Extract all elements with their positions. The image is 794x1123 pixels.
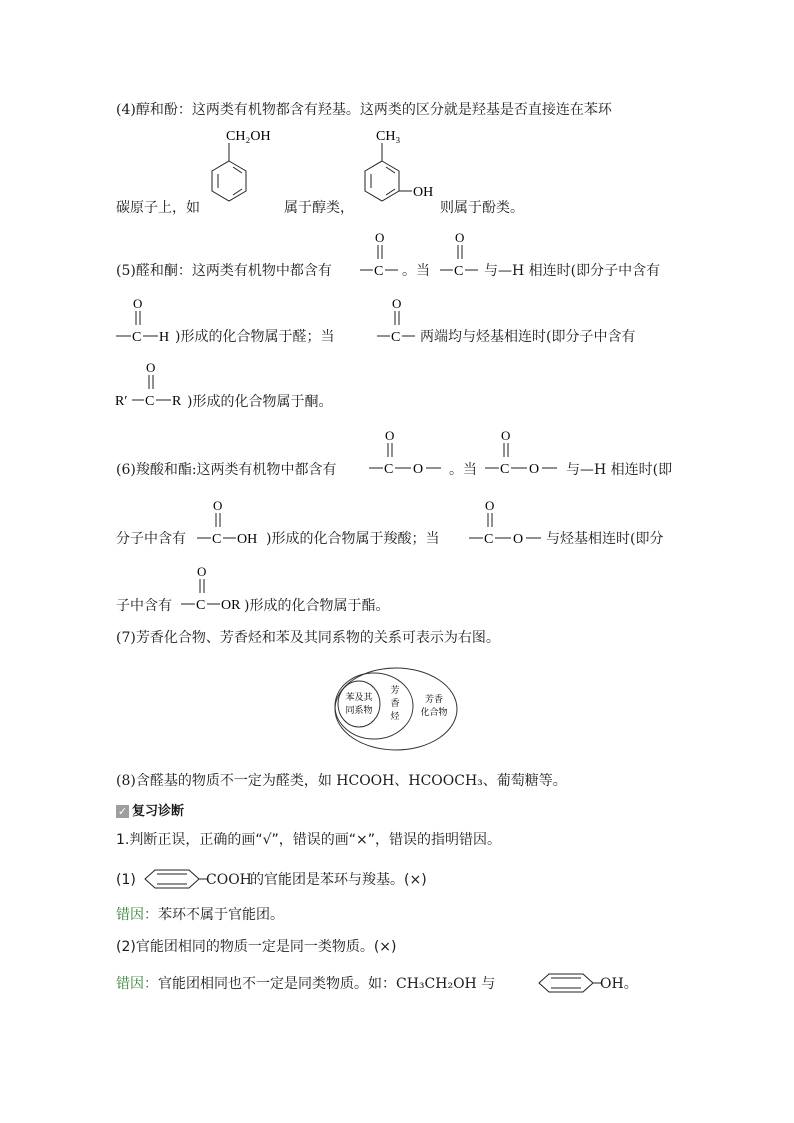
ch2oh-label: CH₂OH	[226, 129, 271, 144]
o-label: O	[375, 230, 385, 245]
c-label: C	[484, 532, 494, 547]
c-label: C	[500, 462, 510, 477]
item6-line1-pre: (6)羧酸和酯:这两类有机物中都含有	[116, 462, 337, 478]
item8-text: (8)含醛基的物质不一定为醛类，如 HCOOH、HCOOCH₃、葡萄糖等。	[116, 773, 567, 789]
ch3-label: CH₃	[376, 129, 401, 144]
benzyl-alcohol-structure	[196, 125, 276, 215]
o-label: O	[197, 564, 207, 579]
item6-line2-mid: )形成的化合物属于羧酸；当	[266, 531, 440, 547]
p2-reason-label: 错因：	[116, 976, 158, 992]
inner-label-line1: 苯及其	[345, 692, 373, 702]
c-label: C	[212, 532, 222, 547]
aldehyde-group	[114, 294, 178, 346]
review-heading	[116, 803, 184, 821]
benzene-cooh-structure	[140, 865, 210, 895]
p2-oh: OH	[600, 976, 624, 992]
c-label: C	[145, 394, 155, 409]
item4-line2-post: 则属于酚类。	[440, 200, 524, 216]
h-label: H	[159, 330, 170, 345]
carbonyl-group-3	[373, 294, 419, 346]
c-label: C	[391, 330, 401, 345]
c-label: C	[384, 462, 394, 477]
c-label: C	[454, 264, 464, 279]
o-label: O	[485, 498, 495, 513]
item4-line2-mid: 属于醇类，	[284, 200, 354, 216]
o-label: O	[529, 462, 540, 477]
item5-line2-post: 两端均与烃基相连时(即分子中含有	[420, 329, 636, 345]
r-prime-label: R′	[115, 394, 128, 409]
benzene-ring	[145, 870, 199, 888]
ester-group	[178, 562, 248, 614]
item5-line1-mid: 。当	[402, 263, 430, 279]
o-label: O	[392, 296, 402, 311]
o-label: O	[413, 462, 424, 477]
item4-line2-pre: 碳原子上，如	[116, 200, 200, 216]
venn-diagram	[332, 664, 462, 756]
item6-line2-pre: 分子中含有	[116, 531, 186, 547]
p1-group: COOH	[206, 872, 252, 888]
ester-linkage-3	[466, 496, 546, 548]
p1-label: (1)	[116, 872, 136, 888]
p2-end: 。	[623, 976, 638, 992]
carbonyl-group-2	[436, 228, 482, 280]
carboxyl-group	[194, 496, 268, 548]
p1-reason-text: 苯环不属于官能团。	[158, 907, 284, 923]
item5-line1-pre: (5)醛和酮：这两类有机物中都含有	[116, 263, 332, 279]
middle-label-1: 芳	[390, 685, 400, 695]
benzene-ring	[539, 974, 593, 992]
item4-line1: (4)醇和酚：这两类有机物都含有羟基。这两类的区分就是羟基是否直接连在苯环	[116, 102, 612, 118]
r-label: R	[172, 394, 182, 409]
p1-reason-label: 错因：	[116, 907, 158, 923]
inner-ellipse	[338, 681, 380, 727]
question1: 1.判断正误，正确的画“√”，错误的画“×”，错误的指明错因。	[116, 832, 502, 848]
ester-linkage-1	[366, 426, 446, 478]
item6-line3-post: )形成的化合物属于酯。	[244, 598, 390, 614]
o-label: O	[501, 428, 511, 443]
ketone-group	[114, 358, 190, 410]
outer-label-line1: 芳香	[424, 694, 444, 704]
item5-line1-post: 与—H 相连时(即分子中含有	[484, 263, 661, 279]
o-label: O	[385, 428, 395, 443]
item6-line1-post: 与—H 相连时(即	[566, 462, 673, 478]
item7-text: (7)芳香化合物、芳香烃和苯及其同系物的关系可表示为右图。	[116, 630, 500, 646]
p2-group	[600, 975, 638, 993]
p2-reason	[116, 975, 495, 993]
p2-reason-text: 官能团相同也不一定是同类物质。如：CH₃CH₂OH 与	[158, 976, 496, 992]
or-label: OR	[221, 598, 241, 613]
p1-reason	[116, 906, 284, 924]
check-icon: ✓	[117, 805, 128, 818]
ester-linkage-2	[482, 426, 562, 478]
phenol-structure	[536, 969, 602, 999]
o-label: O	[455, 230, 465, 245]
cresol-structure	[358, 125, 448, 215]
o-label: O	[513, 532, 524, 547]
item6-line3-pre: 子中含有	[116, 598, 172, 614]
middle-label-3: 烃	[390, 711, 400, 721]
item5-line2-mid: )形成的化合物属于醛；当	[175, 329, 335, 345]
item5-line3-post: )形成的化合物属于酮。	[187, 394, 333, 410]
p1-text: 的官能团是苯环与羧基。(×)	[250, 872, 427, 888]
item6-line2-post: 与烃基相连时(即分	[546, 531, 664, 547]
inner-label-line2: 同系物	[345, 705, 373, 715]
outer-label-line2: 化合物	[420, 707, 448, 717]
item6-line1-mid: 。当	[449, 462, 477, 478]
c-label: C	[132, 330, 142, 345]
o-label: O	[133, 296, 143, 311]
oh-label: OH	[413, 185, 434, 200]
oh-label: OH	[237, 532, 258, 547]
carbonyl-group-1	[356, 228, 402, 280]
o-label: O	[213, 498, 223, 513]
c-label: C	[374, 264, 384, 279]
p2-text: (2)官能团相同的物质一定是同一类物质。(×)	[116, 939, 397, 955]
middle-label-2: 香	[390, 698, 400, 708]
o-label: O	[146, 360, 156, 375]
c-label: C	[196, 598, 206, 613]
review-heading-text: 复习诊断	[132, 804, 185, 819]
